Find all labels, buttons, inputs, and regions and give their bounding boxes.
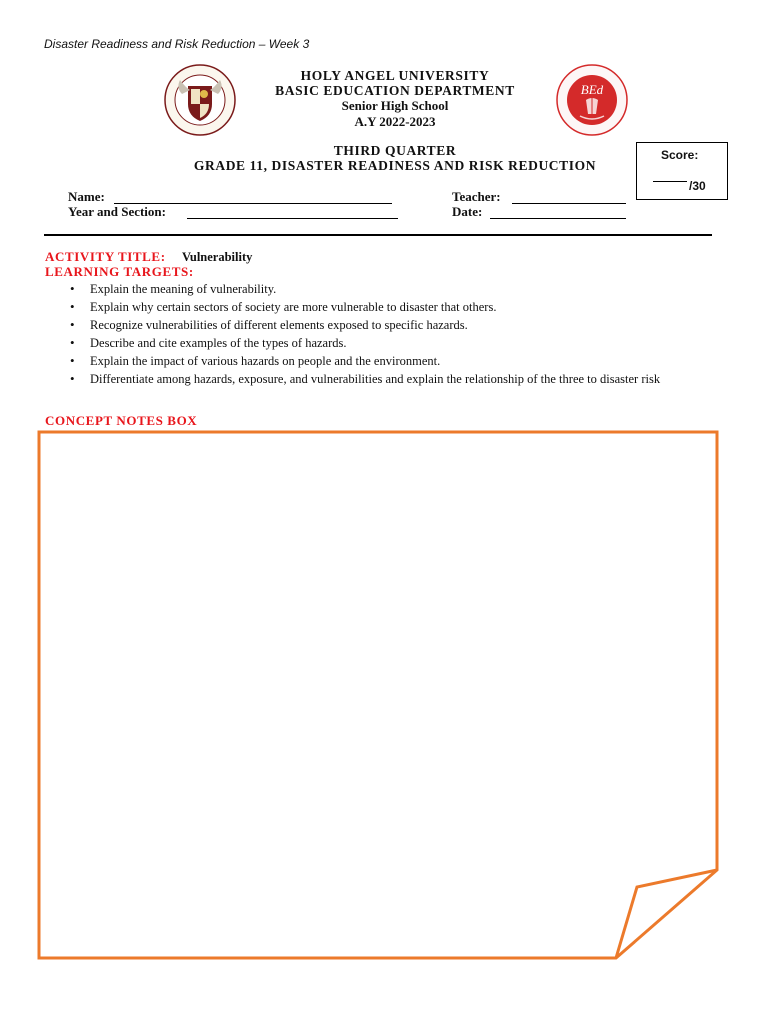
score-box [636, 142, 728, 200]
year-section-label: Year and Section: [68, 204, 166, 219]
page-curl-fold [616, 870, 717, 958]
school-name: Senior High School [341, 98, 449, 113]
list-item: • Describe and cite examples of the types of hazards. [70, 334, 722, 352]
list-item: • Explain why certain sectors of society are more vulnerable to disaster that others. [70, 298, 722, 316]
quarter-title: THIRD QUARTER [333, 143, 457, 158]
list-item: • Recognize vulnerabilities of different elements exposed to specific hazards. [70, 316, 722, 334]
year-section-field[interactable] [187, 218, 398, 219]
learning-targets-label: LEARNING TARGETS: [45, 264, 194, 279]
activity-title-label: ACTIVITY TITLE: [45, 249, 166, 264]
teacher-label: Teacher: [452, 189, 501, 204]
header-divider [44, 234, 712, 236]
date-field[interactable] [490, 218, 626, 219]
activity-title: Vulnerability [182, 250, 253, 264]
teacher-field[interactable] [512, 203, 626, 204]
date-label: Date: [452, 204, 483, 219]
university-name: HOLY ANGEL UNIVERSITY [300, 68, 490, 83]
subject-title: GRADE 11, DISASTER READINESS AND RISK REDUCTION [193, 158, 597, 173]
learning-targets-list [70, 280, 722, 388]
name-label: Name: [68, 189, 105, 204]
svg-text:BEd: BEd [580, 82, 604, 97]
list-item: • Explain the impact of various hazards on people and the environment. [70, 352, 722, 370]
academic-year: A.Y 2022-2023 [354, 114, 436, 129]
department-name: BASIC EDUCATION DEPARTMENT [275, 83, 515, 98]
list-item: • Explain the meaning of vulnerability. [70, 280, 722, 298]
score-blank[interactable] [653, 181, 687, 182]
running-header: Disaster Readiness and Risk Reduction – Week 3 [44, 37, 310, 51]
concept-notes-label: CONCEPT NOTES BOX [45, 413, 198, 428]
score-label: Score: [661, 148, 699, 162]
notes-box-border [39, 432, 717, 958]
list-item: • Differentiate among hazards, exposure, and vulnerabilities and explain the relationship of the three to disaster risk [70, 370, 722, 388]
score-total: /30 [689, 179, 706, 193]
